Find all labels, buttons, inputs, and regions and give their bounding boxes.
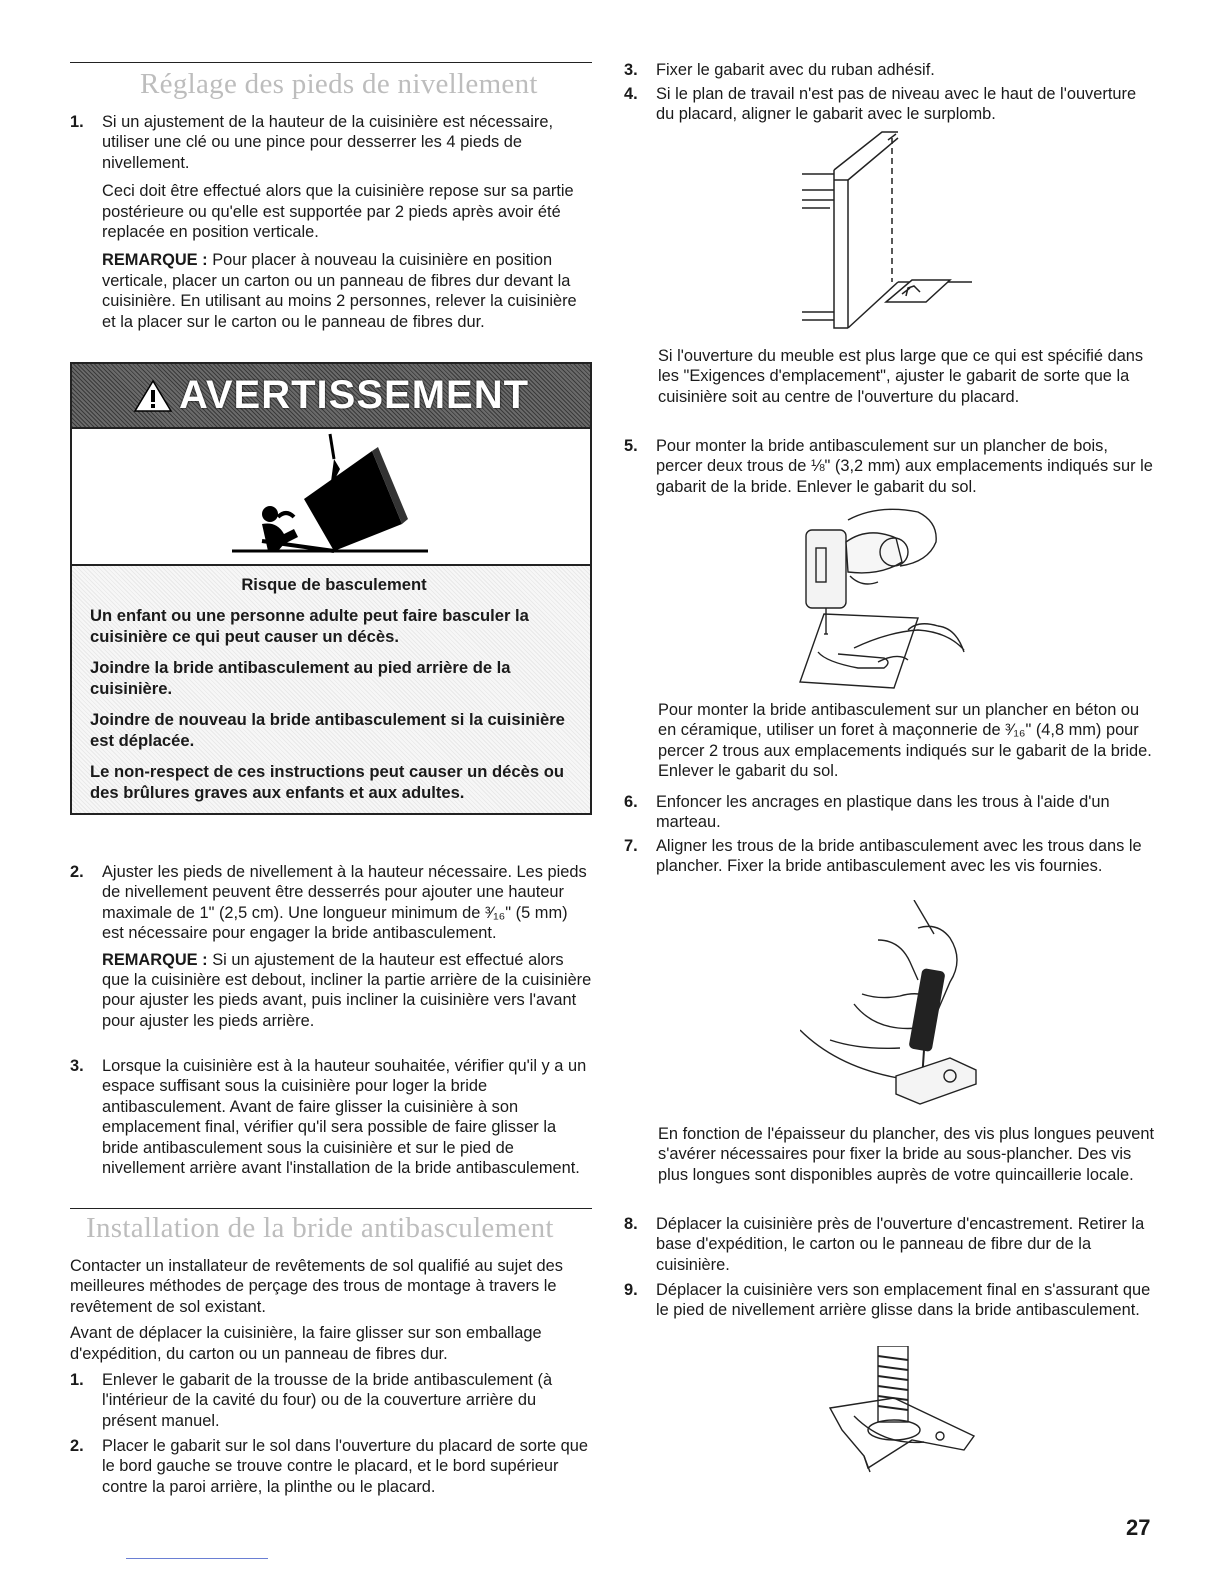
list-item [70, 1056, 592, 1178]
section-rule [70, 1208, 592, 1209]
item-number: 3. [70, 1057, 84, 1075]
item-text: Aligner les trous de la bride antibasculement avec les trous dans le plancher. Fixer la bride antibasculement avec les vis fournies. [656, 837, 1142, 876]
list-item [70, 1436, 592, 1497]
remark-paragraph [102, 250, 592, 332]
list-item [70, 112, 592, 332]
warning-line: Un enfant ou une personne adulte peut faire basculer la cuisinière ce qui peut causer un décès. [90, 606, 529, 646]
item-text: Ceci doit être effectué alors que la cuisinière repose sur sa partie postérieure ou qu'elle est supportée par 2 pieds après avoir été replacée en position verticale. [102, 182, 574, 242]
item-text: Enlever le gabarit de la trousse de la bride antibasculement (à l'intérieur de la cavité du four) ou de la couverture arrière du présent manuel. [102, 1371, 553, 1430]
note-paragraph [658, 346, 1158, 407]
item-text: Ajuster les pieds de nivellement à la hauteur nécessaire. Les pieds de nivellement peuvent être desserrés pour ajouter une hauteur maximale de 1" (2,5 cm). Une longueur minimum de ³⁄₁₆" (5 mm) est nécessaire pour engager la bride antibasculement. [102, 863, 587, 943]
intro-text: Contacter un installateur de revêtements de sol qualifié au sujet des meilleures méthodes de perçage des trous de montage à travers le revêtement de sol existant. [70, 1257, 563, 1316]
warning-box [70, 362, 592, 815]
list-item [624, 60, 1154, 80]
note-text: Pour monter la bride antibasculement sur un plancher en béton ou en céramique, utiliser un foret à maçonnerie de ³⁄₁₆" (4,8 mm) pour percer 2 trous aux emplacements indiqués sur le gabarit de la bride. Enlever le gabarit du sol. [658, 701, 1152, 781]
remark-paragraph [102, 950, 592, 1032]
item-number: 6. [624, 793, 638, 811]
list-item [70, 862, 592, 1031]
note-paragraph [658, 700, 1158, 782]
tip-over-illustration [72, 427, 590, 566]
item-number: 4. [624, 85, 638, 103]
note-paragraph [658, 1124, 1158, 1185]
item-number: 2. [70, 1437, 84, 1455]
remark-text: Pour placer à nouveau la cuisinière en position verticale, placer un carton ou un panneau de fibres dur devant la cuisinière. En utilisant au moins 2 personnes, relever la cuisinière et la placer sur le carton ou le panneau de fibres dur. [102, 251, 577, 331]
item-number: 3. [624, 61, 638, 79]
warning-title: AVERTISSEMENT [178, 373, 530, 418]
remark-text: Si un ajustement de la hauteur est effectué alors que la cuisinière est debout, incliner la partie arrière de la cuisinière pour ajuster les pieds avant, puis incliner la cuisinière vers l'avant pour ajuster les pieds arrière. [102, 950, 592, 1030]
list-item [624, 836, 1154, 877]
item-number: 8. [624, 1215, 638, 1233]
list-item [624, 1214, 1154, 1275]
warning-text [72, 566, 590, 813]
template-overhang-figure [802, 130, 982, 338]
item-number: 1. [70, 1371, 84, 1389]
list-item [624, 84, 1154, 125]
warning-header [72, 364, 590, 427]
item-number: 5. [624, 437, 638, 455]
note-text: En fonction de l'épaisseur du plancher, des vis plus longues peuvent s'avérer nécessaires pour fixer la bride au sous-plancher. Des vis plus longues sont disponibles auprès de votre quincaillerie locale. [658, 1125, 1155, 1184]
item-text: Pour monter la bride antibasculement sur un plancher de bois, percer deux trous de ⅛" (3,2 mm) aux emplacements indiqués sur le gabarit de la bride. Enlever le gabarit du sol. [656, 437, 1153, 496]
note-text: Si l'ouverture du meuble est plus large que ce qui est spécifié dans les "Exigences d'emplacement", ajuster le gabarit de sorte que la cuisinière soit au centre de l'ouverture du placard. [658, 347, 1144, 406]
risk-heading: Risque de basculement [241, 575, 427, 594]
range-tip-over-icon [72, 429, 590, 564]
item-text: Fixer le gabarit avec du ruban adhésif. [656, 61, 935, 79]
list-item [624, 436, 1154, 497]
warning-line: Joindre la bride antibasculement au pied arrière de la cuisinière. [90, 658, 511, 698]
section-title-leveling: Réglage des pieds de nivellement [140, 68, 538, 100]
warning-line: Joindre de nouveau la bride antibasculement si la cuisinière est déplacée. [90, 710, 565, 750]
list-item [624, 1280, 1154, 1321]
screwdriver-figure [800, 900, 990, 1110]
item-number: 2. [70, 863, 84, 881]
item-text: Placer le gabarit sur le sol dans l'ouverture du placard de sorte que le bord gauche se trouve contre le placard, et le bord supérieur contre la paroi arrière, la plinthe ou le placard. [102, 1437, 589, 1496]
list-item [624, 792, 1154, 833]
list-item [70, 1370, 592, 1431]
page-number: 27 [1126, 1515, 1151, 1540]
item-number: 9. [624, 1281, 638, 1299]
item-text: Déplacer la cuisinière vers son emplacement final en s'assurant que le pied de nivellement arrière glisse dans la bride antibasculement. [656, 1281, 1151, 1320]
item-number: 1. [70, 113, 84, 131]
section-title-anti-tip: Installation de la bride antibasculement [86, 1212, 554, 1244]
remark-label: REMARQUE : [102, 251, 208, 270]
drill-figure [788, 502, 978, 692]
remark-label: REMARQUE : [102, 950, 208, 969]
section-rule [70, 62, 592, 63]
intro-paragraph [70, 1256, 592, 1364]
item-text: Lorsque la cuisinière est à la hauteur souhaitée, vérifier qu'il y a un espace suffisant sous la cuisinière pour loger la bride antibasculement. Avant de faire glisser la cuisinière à son emplacement final, vérifier qu'il sera possible de faire glisser la bride antibasculement sous la cuisinière et sur le pied de nivellement arrière avant l'installation de la bride antibasculement. [102, 1057, 587, 1178]
footer-line [126, 1558, 268, 1559]
item-text: Si le plan de travail n'est pas de niveau avec le haut de l'ouverture du placard, aligner le gabarit avec le surplomb. [656, 85, 1137, 124]
intro-text: Avant de déplacer la cuisinière, la faire glisser sur son emballage d'expédition, du carton ou un panneau de fibres dur. [70, 1324, 542, 1363]
bracket-leg-figure [824, 1346, 984, 1476]
item-text: Déplacer la cuisinière près de l'ouverture d'encastrement. Retirer la base d'expédition, le carton ou le panneau de fibre dur de la cuisinière. [656, 1215, 1145, 1274]
warning-triangle-icon [133, 379, 173, 413]
item-number: 7. [624, 837, 638, 855]
item-text: Si un ajustement de la hauteur de la cuisinière est nécessaire, utiliser une clé ou une pince pour desserrer les 4 pieds de nivellement. [102, 113, 554, 172]
item-text: Enfoncer les ancrages en plastique dans les trous à l'aide d'un marteau. [656, 793, 1110, 832]
warning-line: Le non-respect de ces instructions peut causer un décès ou des brûlures graves aux enfants et aux adultes. [90, 762, 564, 802]
